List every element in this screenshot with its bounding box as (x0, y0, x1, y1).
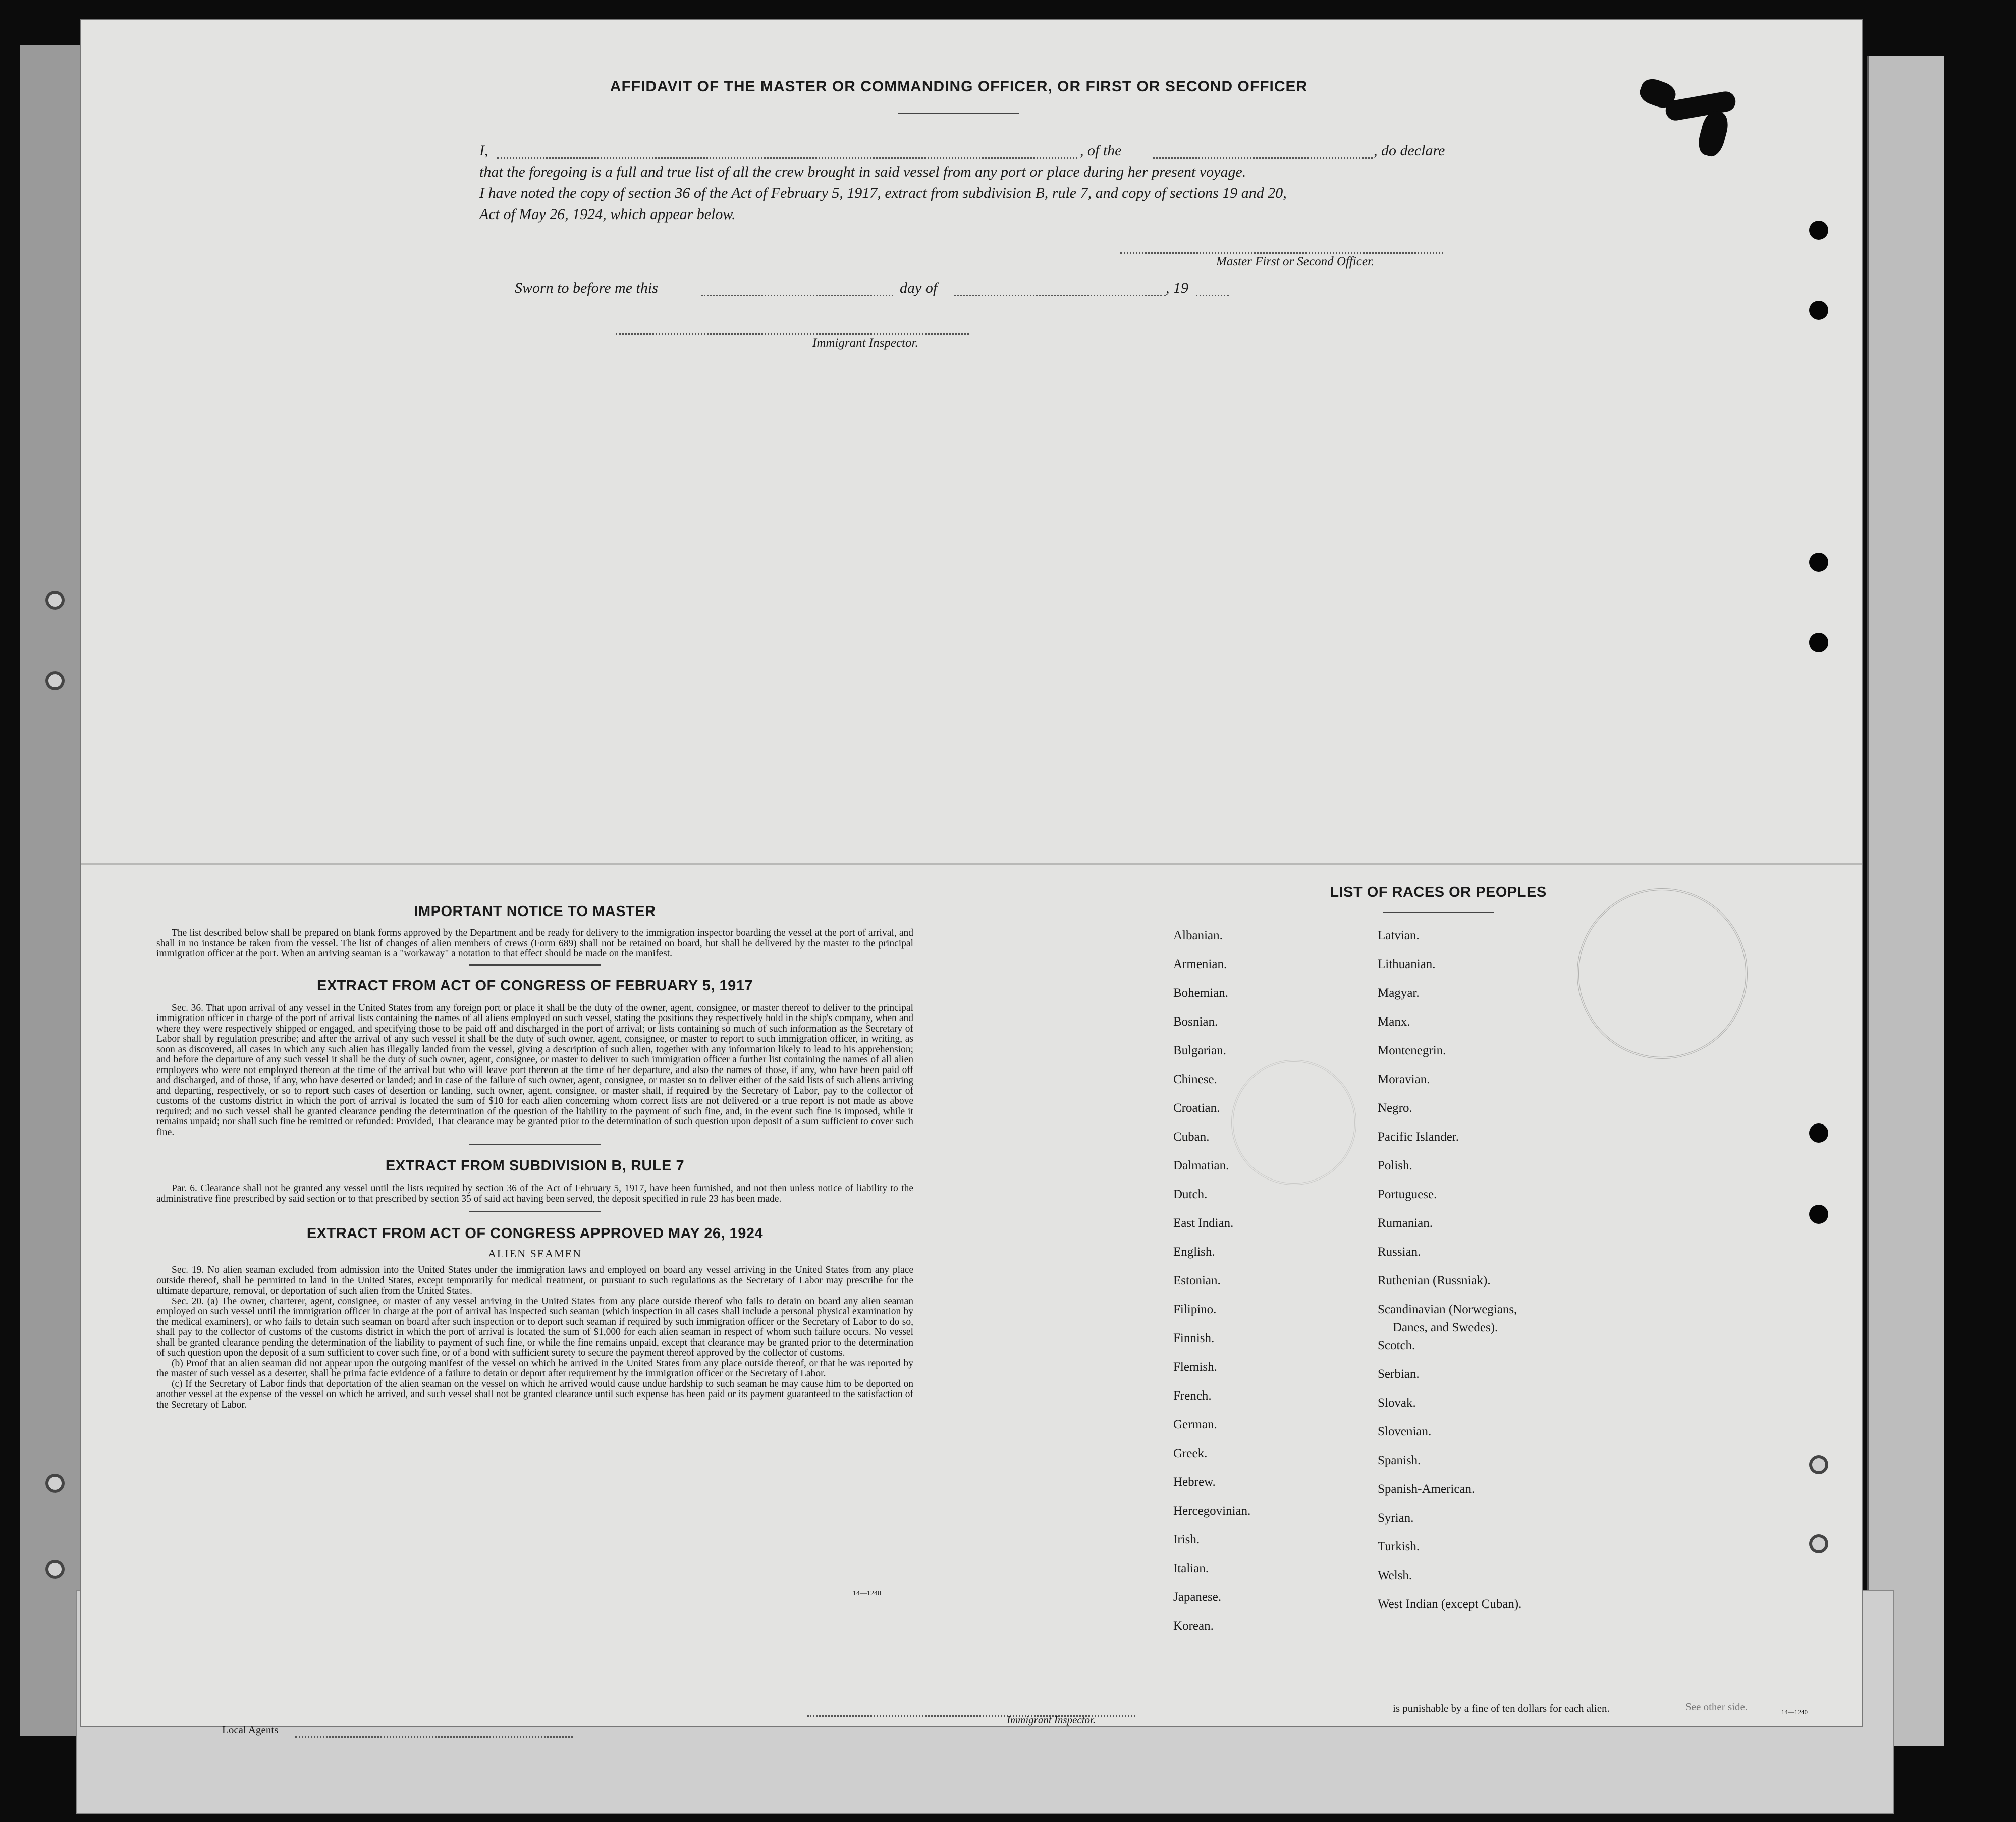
race-item: Turkish. (1378, 1540, 1420, 1553)
notice-title: IMPORTANT NOTICE TO MASTER (414, 903, 656, 920)
local-agents-label: Local Agents (222, 1724, 279, 1736)
name-blank (497, 157, 1077, 159)
punch-hole (45, 1560, 65, 1579)
divider (469, 1144, 601, 1145)
race-item: Bosnian. (1173, 1015, 1218, 1029)
races-rule (1383, 912, 1494, 913)
race-item: Armenian. (1173, 957, 1227, 971)
punch-hole (1809, 553, 1828, 572)
alien-seamen-subtitle: ALIEN SEAMEN (488, 1247, 582, 1260)
extract-rule7-body: Par. 6. Clearance shall not be granted any vessel until the lists required by section 36 of the Act of February 5, 1917, have been furnished, and not then unless notice of liability to the administrative fine prescribed by said section or to that prescribed by section 35 of said act having been served, the deposit specified in rule 23 has been made. (156, 1183, 913, 1204)
master-signature-line (1120, 252, 1443, 254)
punch-hole (45, 671, 65, 690)
race-item: Bohemian. (1173, 986, 1229, 1000)
month-blank (954, 295, 1166, 296)
declaration-line-1-mid: , of the (1080, 142, 1122, 159)
inspector-signature-line (616, 333, 969, 335)
punch-hole (45, 591, 65, 610)
punch-hole (1809, 221, 1828, 240)
manifest-sheet (81, 20, 1862, 1726)
race-item-continuation: Danes, and Swedes). (1393, 1321, 1498, 1334)
race-item: Japanese. (1173, 1590, 1222, 1604)
punch-hole (1809, 1534, 1828, 1553)
race-item: Spanish-American. (1378, 1482, 1475, 1496)
race-item: Bulgarian. (1173, 1044, 1226, 1057)
race-item: Slovenian. (1378, 1425, 1432, 1438)
race-item: Cuban. (1173, 1130, 1210, 1144)
race-item: Spanish. (1378, 1454, 1421, 1467)
legal-extracts (156, 903, 913, 1410)
sworn-text-end: , 19 (1166, 280, 1188, 296)
sec20c-body: (c) If the Secretary of Labor finds that deportation of the alien seaman on the vessel on which he arrived would cause undue hardship to such seaman he may cause him to be deported on another vessel at the expense of the vessel on which he arrived, and such vessel shall not be granted clearance until such expense has been paid or its payment guaranteed to the satisfaction of the Secretary of Labor. (156, 1378, 913, 1410)
sec20b-body: (b) Proof that an alien seaman did not appear upon the outgoing manifest of the vessel on which he arrived in the United States from any place outside thereof, or that he was reported by the master of such vessel as a deserter, shall be prima facie evidence of a failure to detain or deport after requirement by the immigration officer or the Secretary of Labor. (156, 1358, 913, 1379)
race-item: Syrian. (1378, 1511, 1414, 1525)
race-item: Scandinavian (Norwegians, (1378, 1303, 1517, 1316)
race-item: Chinese. (1173, 1073, 1217, 1086)
agents-line (295, 1736, 573, 1738)
day-blank (701, 295, 893, 296)
race-item: Latvian. (1378, 929, 1420, 942)
race-item: Hebrew. (1173, 1475, 1216, 1489)
race-item: Pacific Islander. (1378, 1130, 1459, 1144)
sworn-text-start: Sworn to before me this (515, 280, 658, 296)
race-item: Rumanian. (1378, 1216, 1433, 1230)
race-item: Negro. (1378, 1101, 1412, 1115)
race-item: Filipino. (1173, 1303, 1217, 1316)
race-item: Greek. (1173, 1446, 1208, 1460)
extract-1924-title: EXTRACT FROM ACT OF CONGRESS APPROVED MAY 26, 1924 (306, 1225, 764, 1242)
race-item: Polish. (1378, 1159, 1412, 1172)
declaration-line-3: I have noted the copy of section 36 of the Act of February 5, 1917, extract from subdivision B, rule 7, and copy of sections 19 and 20, (479, 185, 1287, 201)
underlying-page-edge (1867, 56, 1944, 1746)
race-item: East Indian. (1173, 1216, 1234, 1230)
race-item: Magyar. (1378, 986, 1420, 1000)
declaration-line-1-start: I, (479, 142, 488, 159)
extract-1917-title: EXTRACT FROM ACT OF CONGRESS OF FEBRUARY 5, 1917 (316, 977, 753, 994)
year-blank (1196, 295, 1229, 296)
race-item: French. (1173, 1389, 1212, 1403)
see-other-side: See other side. (1685, 1701, 1748, 1713)
race-item: Flemish. (1173, 1360, 1217, 1374)
vessel-blank (1153, 157, 1373, 159)
race-item: Serbian. (1378, 1367, 1420, 1381)
master-caption: Master First or Second Officer. (1216, 255, 1375, 269)
race-item: Welsh. (1378, 1569, 1412, 1582)
declaration-line-4: Act of May 26, 1924, which appear below. (479, 206, 736, 223)
divider (469, 964, 601, 966)
race-item: Albanian. (1173, 929, 1223, 942)
declaration-line-2: that the foregoing is a full and true list of all the crew brought in said vessel from any port or place during her present voyage. (479, 164, 1246, 180)
race-item: Hercegovinian. (1173, 1504, 1251, 1518)
race-item: Dalmatian. (1173, 1159, 1229, 1172)
punch-hole (1809, 301, 1828, 320)
declaration-line-1-end: , do declare (1374, 142, 1445, 159)
extract-1917-body: Sec. 36. That upon arrival of any vessel in the United States from any foreign port or place it shall be the duty of the owner, agent, consignee, or master thereof to deliver to the principal immigration officer in charge of the port of arrival lists containing the names of all aliens employed on such vessel, stating the positions they respectively hold in the ship's company, when and where they were respectively shipped or engaged, and specifying those to be paid off and discharged in the port of arrival; or lists containing so much of such information as the Secretary of Labor shall by regulation prescribe; and after the arrival of any such vessel it shall be the duty of such owner, agent, consignee, or master to report to such immigration officer, in writing, as soon as discovered, all cases in which any such alien has illegally landed from the vessel, giving a description of such alien, together with any information likely to lead to his apprehension; and before the departure of any such vessel it shall be the duty of such owner, agent, consignee, or master to deliver to such immigration officer a further list containing the names of all alien employees who were not employed thereon at the time of the arrival but who will leave port thereon at the time of her departure, and also the names of those, if any, who have been paid off and discharged, and of those, if any, who have deserted or landed; and in case of the failure of such owner, agent, consignee, or master so to deliver either of the said lists of such aliens arriving and departing, respectively, or so to report such cases of desertion or landing, such owner, agent, consignee, or master shall, if required by the Secretary of Labor, pay to the collector of customs of the customs district in which the port of arrival is located the sum of $10 for each alien concerning whom correct lists are not delivered or a true report is not made as above required; and no such vessel shall be granted clearance pending the determination of the question of the liability to the payment of such fine, and, in the event such fine is imposed, while it remains unpaid; nor shall such fine be remitted or refunded: Provided, That clearance may be granted prior to the determination of such question upon deposit of a sum sufficient to cover such fine. (156, 1002, 913, 1138)
sec20a-body: Sec. 20. (a) The owner, charterer, agent, consignee, or master of any vessel arriving in the United States from any place outside thereof who fails to detain on board any alien seaman employed on such vessel until the immigration officer in charge at the port of arrival has inspected such seaman (which inspection in all cases shall include a personal physical examination by the medical examiners), or who fails to detain such seaman on board after such inspection or to deport such seaman if required by such immigration officer or the Secretary of Labor to do so, shall pay to the collector of customs of the customs district in which the port of arrival is located the sum of $1,000 for each alien seaman in respect of whom such failure occurs. No vessel shall be granted clearance pending the determination of the liability to payment of such fine, or while the fine remains unpaid, except that clearance may be granted prior to the determination of such question upon the deposit of a sum sufficient to cover such fine, or of a bond with sufficient surety to secure the payment thereof approved by the collector of customs. (156, 1296, 913, 1358)
underlying-inspector-label: Immigrant Inspector. (1007, 1713, 1096, 1726)
title-rule (898, 113, 1019, 114)
divider (469, 1211, 601, 1212)
affidavit-title: AFFIDAVIT OF THE MASTER OR COMMANDING OFFICER, OR FIRST OR SECOND OFFICER (610, 78, 1308, 95)
race-item: Estonian. (1173, 1274, 1221, 1288)
punch-hole (1809, 1123, 1828, 1143)
sec19-body: Sec. 19. No alien seaman excluded from admission into the United States under the immigration laws and employed on board any vessel arriving in the United States from any place outside thereof, shall be permitted to land in the United States, except temporarily for medical treatment, or pursuant to such regulations as the Secretary of Labor may prescribe for the ultimate departure, removal, or deportation of such alien from the United States. (156, 1265, 913, 1296)
race-item: Portuguese. (1378, 1188, 1437, 1201)
notice-body: The list described below shall be prepared on blank forms approved by the Department and be ready for delivery to the immigration inspector boarding the vessel at the port of arrival, and shall in no instance be taken from the vessel. The list of changes of alien members of crews (Form 689) shall not be retained on board, but shall be delivered by the master to the principal immigration officer at the port. When an arriving seaman is a "workaway" a notation to that effect should be made on the manifest. (156, 928, 913, 959)
race-item: Scotch. (1378, 1338, 1415, 1352)
race-item: Russian. (1378, 1245, 1421, 1259)
race-item: Moravian. (1378, 1073, 1430, 1086)
punch-hole (45, 1474, 65, 1493)
race-item: Italian. (1173, 1562, 1209, 1575)
form-code: 14—1240 (853, 1590, 881, 1597)
race-item: Manx. (1378, 1015, 1410, 1029)
race-item: Irish. (1173, 1533, 1200, 1546)
race-item: Croatian. (1173, 1101, 1220, 1115)
race-item: Korean. (1173, 1619, 1214, 1633)
underlying-form-code: 14—1240 (1781, 1708, 1808, 1716)
race-item: Ruthenian (Russniak). (1378, 1274, 1491, 1288)
faint-stamp (1231, 1060, 1356, 1185)
extract-rule7-title: EXTRACT FROM SUBDIVISION B, RULE 7 (385, 1158, 685, 1174)
punch-hole (1809, 1205, 1828, 1224)
sworn-text-mid: day of (900, 280, 938, 296)
fine-note: is punishable by a fine of ten dollars for each alien. (1393, 1702, 1610, 1714)
race-item: Slovak. (1378, 1396, 1416, 1410)
race-item: Lithuanian. (1378, 957, 1436, 971)
race-item: Dutch. (1173, 1188, 1208, 1201)
punch-hole (1809, 633, 1828, 652)
race-item: West Indian (except Cuban). (1378, 1597, 1522, 1611)
inspector-caption: Immigrant Inspector. (812, 336, 918, 350)
race-item: Montenegrin. (1378, 1044, 1446, 1057)
race-item: German. (1173, 1418, 1217, 1431)
race-item: English. (1173, 1245, 1215, 1259)
punch-hole (1809, 1455, 1828, 1474)
races-title: LIST OF RACES OR PEOPLES (1330, 884, 1547, 900)
page-fold (81, 863, 1862, 865)
official-seal (1577, 888, 1748, 1059)
race-item: Finnish. (1173, 1331, 1215, 1345)
